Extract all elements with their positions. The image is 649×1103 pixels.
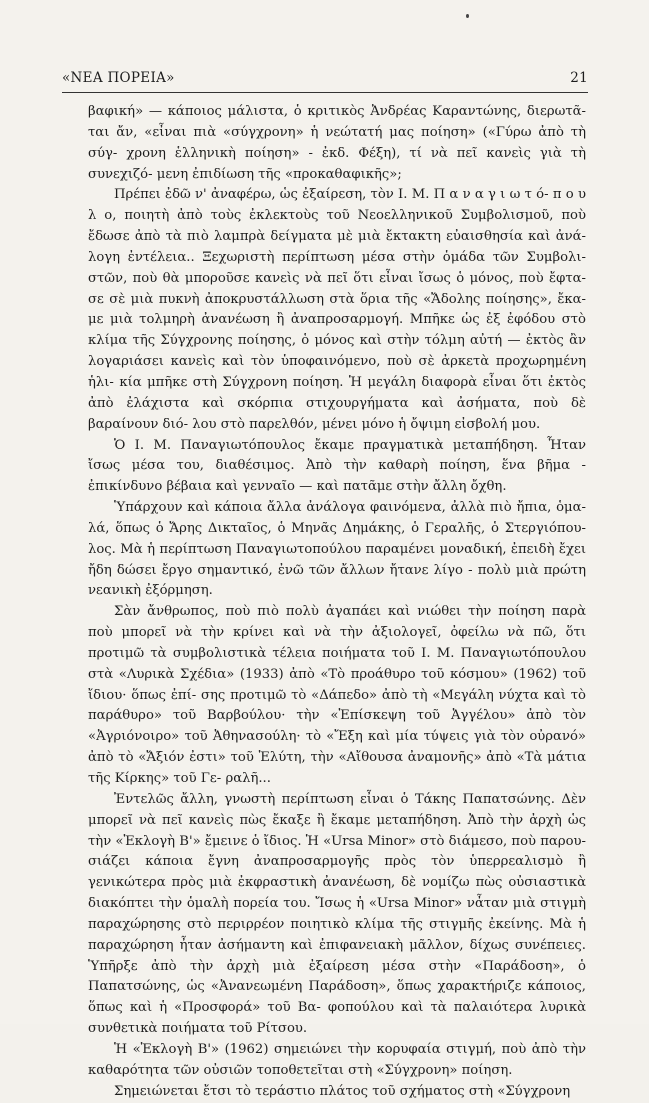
text-line: Ἀθηνασούλη· τὸ «Ἔξη καὶ μία τύψεις γιὰ τὸν οὐρανό» ἀπὸ τὸ «Ἄξιόν ἐστι» [88, 729, 586, 766]
text-line: ἔδωσε ἀπὸ τὰ πιὸ λαμπρὰ δείγματα μὲ μιὰ ἔκτακτη εὐαισθησία καὶ ἀνά- [88, 229, 586, 245]
text-line: Πρέπει ἐδῶ ν' ἀναφέρω, ὡς ἐξαίρεση, τὸν Ι. Μ. Π α ν α γ ι ω τ ό- [114, 187, 549, 203]
paragraph [88, 1082, 586, 1103]
text-line: Ἐντελῶς ἄλλη, γνωστὴ περίπτωση εἶναι ὁ Τάκης Παπατσώνης. Δὲν [114, 791, 586, 807]
page-number: 21 [570, 70, 588, 86]
text-line: λογη ἐντέλεια.. Ξεχωριστὴ περίπτωση μέσα στὴν ὁμάδα τῶν Συμβολι- [88, 249, 586, 265]
text-line: χρονη ἑλληνικὴ ποίηση» - ἐκδ. Φέξη), τί νὰ πεῖ κανεὶς γιὰ τὴ συνεχιζό- [88, 145, 586, 182]
text-line: μενη ἐπιδίωση τῆς «προκαθαφικῆς»; [156, 166, 402, 182]
paragraph [88, 1040, 586, 1082]
text-line: ὁμαλὴ πορεία του. Ἴσως ἡ «Ursa Minor» νἆταν μιὰ στιγμὴ παραχώρησης [88, 896, 586, 932]
text-line: με μιὰ τολμηρὴ ἀνανέωση ἢ ἀναπροσαρμογή. Μπῆκε ὡς ἐξ ἐφόδου στὸ [88, 312, 586, 328]
text-line: τοῦ Ἐλύτη, τὴν «Αἴθουσα ἀναμονῆς» ἀπὸ «Τὰ μάτια τῆς Κίρκης» τοῦ Γε- [88, 750, 586, 786]
paragraph [88, 102, 586, 185]
text-line: συμβολιστικὰ τέλεια ποιήματα τοῦ Ι. Μ. Παναγιωτόπουλου στὰ «Λυρικὰ [88, 645, 586, 682]
text-line: ραλῆ... [225, 771, 271, 786]
text-line: Ὁ Ι. Μ. Παναγιωτόπουλος ἔκαμε πραγματικὰ μεταπήδηση. Ἦταν [114, 437, 586, 453]
paragraph [88, 498, 586, 602]
text-line: Βαρβούλου· τὴν «Ἐπίσκεψη τοῦ Ἀγγέλου» ἀπὸ τὸν «Ἀγριόνοιρο» τοῦ [88, 708, 586, 745]
text-line: βέβαια καὶ γενναῖο — καὶ πατᾶμε στὴν ἄλλη ὄχθη. [166, 479, 507, 495]
text-line: σης προτιμῶ τὸ «Δάπεδο» ἀπὸ τὴ «Μεγάλη νύχτα καὶ τὸ παράθυρο» τοῦ [88, 687, 586, 724]
paragraph [88, 790, 586, 1040]
text-line: κία μπῆκε στὴ Σύγχρονη ποίηση. Ἡ μεγάλη διαφορὰ εἶναι ὅτι ἐκτὸς ἀπὸ [88, 374, 586, 411]
text-line: Παράδοση», ὅπως χαρακτήριζε κάποιος, ὅπως καὶ ἡ «Προσφορά» τοῦ Βα- [88, 979, 586, 1016]
page-header [62, 70, 588, 86]
text-line: Σὰν ἄνθρωπος, ποὺ πιὸ πολὺ ἀγαπάει καὶ νιώθει τὴν ποίηση παρὰ ποὺ [88, 604, 586, 641]
text-line: ἐλάχιστα καὶ σκόρπια στιχουργήματα καὶ ἀσήματα, ποὺ δὲ βαραίνουν διό- [88, 395, 587, 432]
text-line: τὴν «Ἐκλογὴ Β'» ἔμεινε ὁ ἴδιος. Ἡ «Ursa Minor» στὸ διάμεσο, ποὺ παρου- [88, 833, 586, 849]
text-line: ἴσως μέσα του, διαθέσιμος. Ἀπὸ τὴν καθαρὴ ποίηση, ἕνα βῆμα - ἐπικίνδυνο [88, 458, 586, 495]
ink-speck [466, 14, 469, 18]
text-line: στῶν, ποὺ θὰ μποροῦσε κανεὶς νὰ πεῖ ὅτι εἶναι ἴσως ὁ μόνος, ποὺ ἔφτα- [88, 270, 586, 286]
text-line: λά, ὅπως ὁ Ἄρης Δικταῖος, ὁ Μηνᾶς Δημάκης, ὁ Γεραλῆς, ὁ Στεργιόπου- [88, 520, 586, 536]
text-line: στὸ περιρρέον ποιητικὸ κλίμα τῆς στιγμῆς ἐκείνης. Μὰ ἡ παραχώρηση ἦταν [88, 916, 586, 953]
text-line: λου στὸ παρελθόν, μένει μόνο ἡ ὄψιμη εἰσβολή μου. [192, 416, 541, 432]
paragraph [88, 185, 586, 435]
text-line: λος. Μὰ ἡ περίπτωση Παναγιωτοπούλου παραμένει μοναδική, ἐπειδὴ ἔχει [88, 541, 586, 557]
running-title: «ΝΕΑ ΠΟΡΕΙΑ» [62, 70, 175, 86]
text-line: πρὸς μιὰ ἐκφραστικὴ ἀνανέωση, δὲ νομίζω πὼς οὐσιαστικὰ διακόπτει τὴν [88, 875, 586, 912]
text-line: Ἡ «Ἐκλογὴ Β'» (1962) σημειώνει τὴν κορυφαία στιγμή, ποὺ ἀπὸ [114, 1041, 558, 1057]
text-line: Σημειώνεται ἔτσι τὸ τεράστιο πλάτος τοῦ σχήματος στὴ «Σύγχρονη [114, 1083, 571, 1099]
paragraph [88, 602, 586, 790]
text-line: σε σὲ μιὰ πυκνὴ ἀποκρυστάλλωση στὰ ὅρια τῆς «Ἄδολης ποίησης», ἔκα- [88, 291, 586, 307]
text-line: κλίμα τῆς Σύγχρονης ποίησης, ὁ μόνος καὶ στὴν τόλμη αὐτή — ἐκτὸς ἂν [88, 333, 586, 349]
text-line: μπορεῖ νὰ πεῖ κανεὶς πὼς ἔκαξε ἢ ἔκαμε μεταπήδηση. Ἀπὸ τὴν ἀρχὴ ὡς [88, 812, 586, 828]
text-line: μπορεῖ νὰ τὴν κρίνει καὶ νὰ τὴν ἀξιολογεῖ, ὀφείλω νὰ πῶ, ὅτι προτιμῶ τὰ [88, 625, 586, 661]
text-line: τὴν καθαρότητα τῶν οὐσιῶν τοποθετεῖται στὴ «Σύγχρονη» ποίηση. [88, 1041, 586, 1078]
text-line: π ο υ λ ο, ποιητὴ ἀπὸ τοὺς ἐκλεκτοὺς τοῦ Νεοελληνικοῦ Συμβολισμοῦ, ποὺ [88, 187, 586, 224]
text-line: Σχέδια» (1933) ἀπὸ «Τὸ προάθυρο τοῦ κόσμου» (1962) τοῦ ἴδιου· ὅπως ἐπί- [88, 666, 586, 703]
text-line: μιὰ ἐξαίρεση μέσα στὴν «Παράδοση», ὁ Παπατσώνης, ὡς «Ἀνανεωμένη [88, 958, 586, 995]
text-line: φοπούλου καὶ τὰ παλαιότερα λυρικὰ συνθετικὰ ποιήματα τοῦ Ρίτσου. [88, 1000, 586, 1037]
text-line: Ὑπάρχουν καὶ κάποια ἄλλα ἀνάλογα φαινόμενα, ἀλλὰ πιὸ ἤπια, ὁμα- [114, 500, 586, 516]
text-line: νεανικὴ ἐξόρμηση. [88, 583, 213, 599]
text-line: ται ἄν, «εἶναι πιὰ «σύγχρονη» ἡ νεώτατή μας ποίηση» («Γύρω ἀπὸ τὴ σύγ- [88, 124, 586, 161]
body-text [88, 102, 586, 1103]
paragraph [88, 436, 586, 499]
text-line: ἤδη δώσει ἔργο σημαντικό, ἐνῶ τῶν ἄλλων ἤτανε λίγο - πολὺ μιὰ πρώτη [88, 562, 586, 578]
text-line: λογαριάσει κανεὶς καὶ τὸν ὑποφαινόμενο, ποὺ σὲ ἀρκετὰ προχωρημένη ἡλι- [88, 354, 586, 390]
header-rule [62, 92, 588, 93]
text-line: σιάζει κάποια ἔγνη ἀναπροσαρμογῆς πρὸς τὸν ὑπερρεαλισμὸ ἢ γενικώτερα [88, 854, 586, 891]
text-line: ἀσήμαντη καὶ ἐπιφανειακὴ μᾶλλον, δίχως συνέπειες. Ὑπῆρξε ἀπὸ τὴν ἀρχὴ [88, 937, 586, 974]
text-line: βαφική» — κάποιος μάλιστα, ὁ κριτικὸς Ἀνδρέας Καραντώνης, διερωτᾶ- [88, 104, 586, 119]
